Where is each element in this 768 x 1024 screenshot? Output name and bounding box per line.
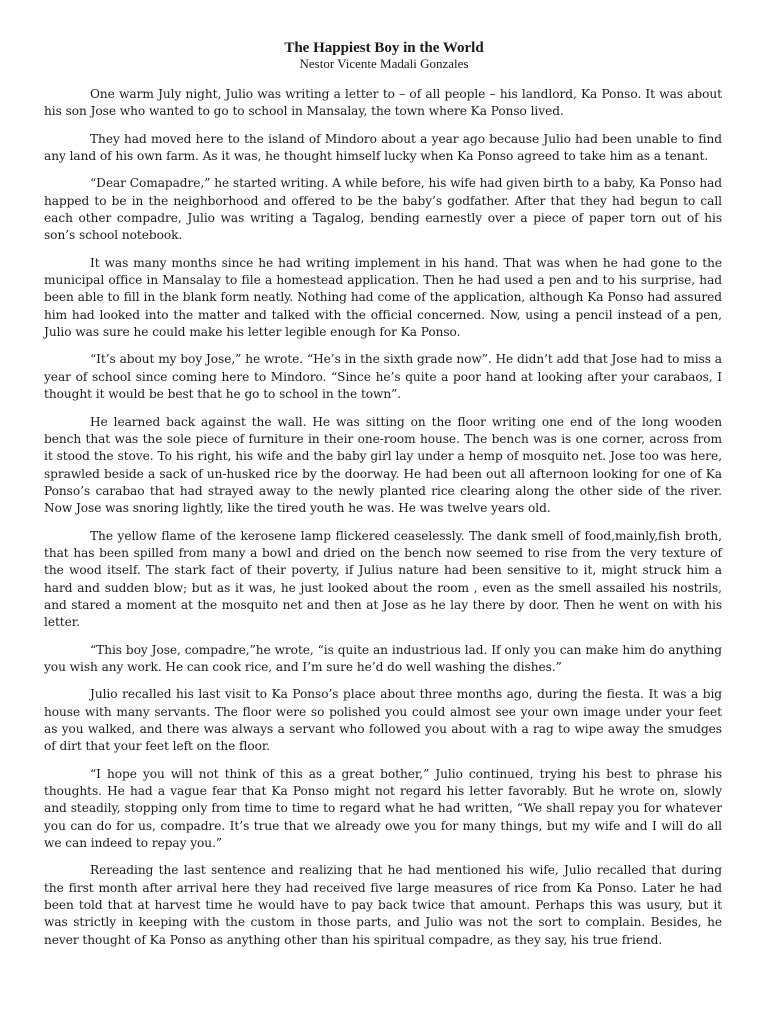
paragraph-11: Rereading the last sentence and realizing that he had mentioned his wife, Julio recalled that during the first month after arrival here they had received five large measures of rice from Ka Ponso. Later he had been told that at harvest time he would have to pay back twice that amount. Perhaps this was usury, but it was strictly in keeping with the custom in those parts, and Julio was not the sort to complain. Besides, he never thought of Ka Ponso as anything other than his spiritual compadre, as they say, his true friend.	[44, 863, 722, 947]
paragraph-10: “I hope you will not think of this as a great bother,” Julio continued, trying his best to phrase his thoughts. He had a vague fear that Ka Ponso might not regard his letter favorably. But he wrote on, slowly and steadily, stopping only from time to time to regard what he had written, “We shall repay you for whatever you can do for us, compadre. It’s true that we already owe you for many things, but my wife and I will do all we can indeed to repay you.”	[44, 766, 722, 851]
paragraph-2: They had moved here to the island of Mindoro about a year ago because Julio had been unable to find any land of his own farm. As it was, he thought himself lucky when Ka Ponso agreed to take him as a tenant.	[44, 131, 722, 164]
paragraph-7: The yellow flame of the kerosene lamp flickered ceaselessly. The dank smell of food,mainly,fish broth, that has been spilled from many a bowl and dried on the bench now seemed to rise from the very texture of the wood itself. The stark fact of their poverty, if Julius nature had been sensitive to it, might struck him a hard and sudden blow; but as it was, he just looked about the room , even as the smell assailed his nostrils, and stared a moment at the mosquito net and then at Jose as he lay there by door. Then he went on with his letter.	[44, 528, 722, 630]
paragraph-5: “It’s about my boy Jose,” he wrote. “He’s in the sixth grade now”. He didn’t add that Jose had to miss a year of school since coming here to Mindoro. “Since he’s quite a poor hand at looking after your carabaos, I thought it would be best that he go to school in the town”.	[44, 352, 722, 402]
paragraph-4: It was many months since he had writing implement in his hand. That was when he had gone to the municipal office in Mansalay to file a homestead application. Then he had used a pen and to his surprise, had been able to fill in the blank form neatly. Nothing had come of the application, although Ka Ponso had assured him had looked into the matter and talked with the official concerned. Now, using a pencil instead of a pen, Julio was sure he could make his letter legible enough for Ka Ponso.	[44, 255, 722, 340]
paragraph-8: “This boy Jose, compadre,”he wrote, “is quite an industrious lad. If only you can make him do anything you wish any work. He can cook rice, and I’m sure he’d do well washing the dishes.”	[44, 642, 722, 674]
paragraph-3: “Dear Comapadre,” he started writing. A while before, his wife had given birth to a baby, Ka Ponso had happed to be in the neighborhood and offered to be the baby’s godfather. After that they had begun to call each other compadre, Julio was writing a Tagalog, bending earnestly over a piece of paper torn out of his son’s school notebook.	[44, 176, 722, 243]
document-title: The Happiest Boy in the World	[284, 40, 484, 56]
document-body	[44, 86, 722, 959]
paragraph-9: Julio recalled his last visit to Ka Ponso’s place about three months ago, during the fiesta. It was a big house with many servants. The floor were so polished you could almost see your own image under your feet as you walked, and there was always a servant who followed you about with a rag to wipe away the smudges of dirt that your feet left on the floor.	[44, 687, 722, 754]
document-author: Nestor Vicente Madali Gonzales	[299, 56, 469, 71]
paragraph-6: He learned back against the wall. He was sitting on the floor writing one end of the long wooden bench that was the sole piece of furniture in their one-room house. The bench was is one corner, across from it stood the stove. To his right, his wife and the baby girl lay under a hemp of mosquito net. Jose too was here, sprawled beside a sack of un-husked rice by the doorway. He had been out all afternoon looking for one of Ka Ponso’s carabao that had strayed away to the newly planted rice clearing along the other side of the river. Now Jose was snoring lightly, like the tired youth he was. He was twelve years old.	[44, 414, 722, 516]
paragraph-1: One warm July night, Julio was writing a letter to – of all people – his landlord, Ka Ponso. It was about his son Jose who wanted to go to school in Mansalay, the town where Ka Ponso lived.	[44, 87, 722, 119]
